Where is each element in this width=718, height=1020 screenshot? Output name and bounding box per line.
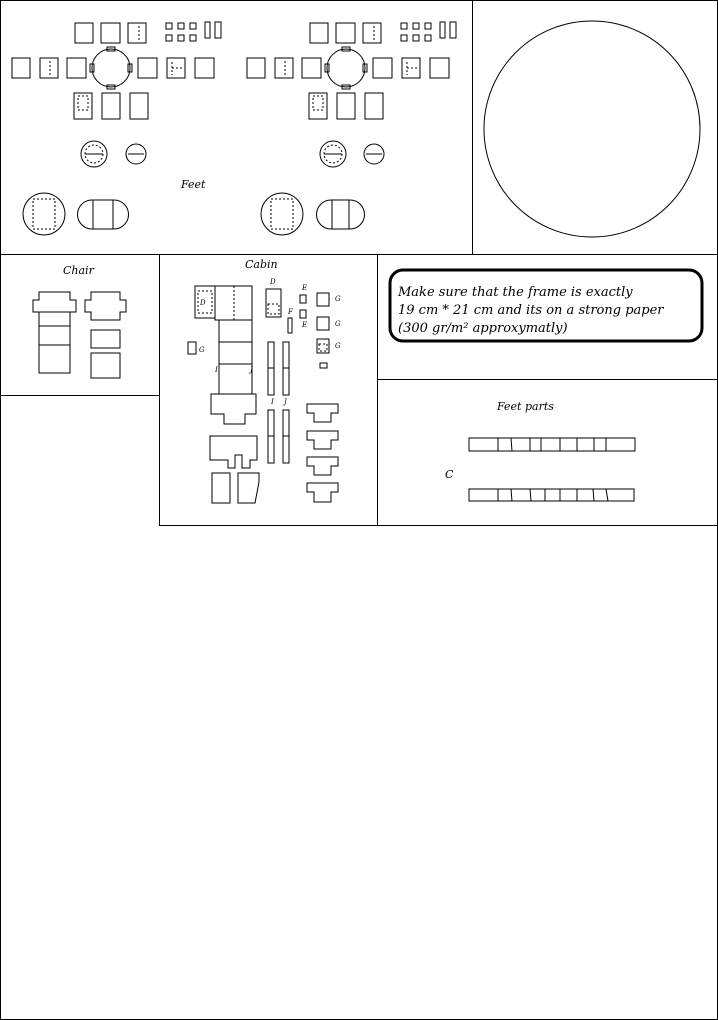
cabin-part-j-strip: J — [284, 398, 287, 406]
chair-part-right — [85, 292, 126, 378]
cabin-part-i-strip: I — [271, 398, 274, 406]
instruction-note — [390, 270, 702, 341]
feet-label: Feet — [181, 178, 206, 191]
feet-strip-bottom — [469, 489, 634, 501]
foot-pattern-right — [247, 22, 456, 235]
note-line-3: (300 gr/m² approxymatly) — [398, 321, 568, 336]
feet-parts-label: Feet parts — [497, 400, 554, 413]
note-line-1: Make sure that the frame is exactly — [398, 285, 633, 300]
cabin-part-j-inner: J — [250, 366, 253, 374]
cabin-part-f: F — [288, 308, 293, 316]
cabin-part-g1: G — [335, 295, 341, 303]
cabin-part-e2: E — [302, 321, 308, 329]
cabin-part-g-side: G — [199, 346, 205, 354]
feet-strip-top — [469, 438, 635, 451]
cabin-part-d-top: D — [270, 278, 276, 286]
cabin-box-net — [188, 286, 256, 424]
cabin-label: Cabin — [245, 258, 278, 271]
feet-parts-c-label: C — [445, 468, 454, 481]
chair-part-left — [33, 292, 76, 373]
cabin-part-i: I — [215, 366, 218, 374]
chair-panel — [33, 264, 126, 378]
cabin-part-e1: E — [302, 284, 308, 292]
foot-pattern-left — [12, 22, 221, 235]
cabin-part-g2: G — [335, 320, 341, 328]
note-line-2: 19 cm * 21 cm and its on a strong paper — [398, 303, 664, 318]
feet-panel — [12, 22, 456, 235]
cabin-panel — [188, 258, 341, 503]
cabin-part-d: D — [200, 299, 206, 307]
base-circle — [484, 21, 700, 237]
cabin-part-g3: G — [335, 342, 341, 350]
base-circle-panel — [484, 21, 700, 237]
feet-parts-panel — [445, 400, 635, 501]
chair-label: Chair — [63, 264, 94, 277]
